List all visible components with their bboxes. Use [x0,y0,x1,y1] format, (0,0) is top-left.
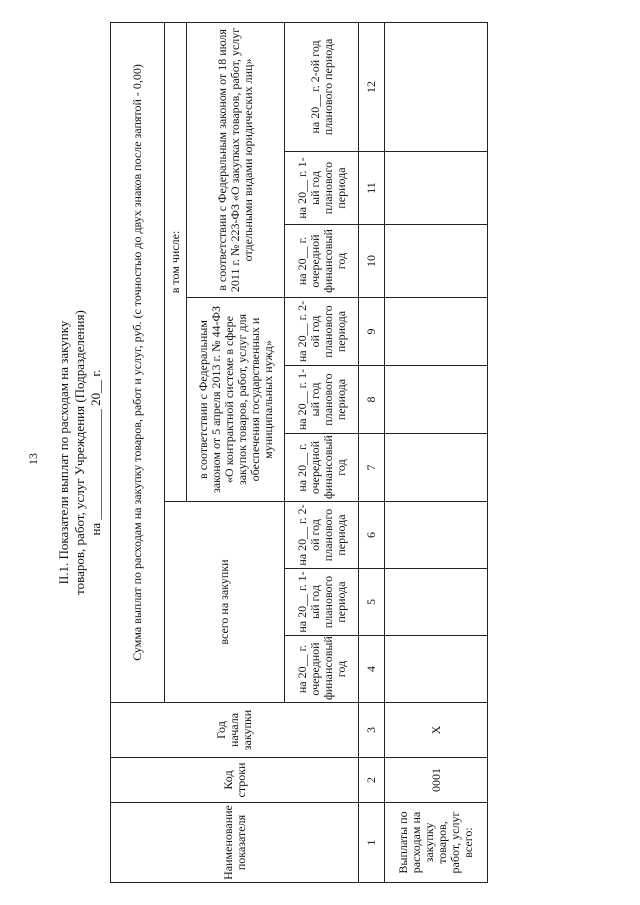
header-period-first-total: на 20__ г. 1-ый год планового периода [285,569,359,636]
cell-col-4 [385,636,488,703]
header-fz44: в соответствии с Федеральным законом от 5 апреля 2013 г. № 44-ФЗ «О контрактной системе в сфере закупок товаров, работ, услуг для обеспечения государственных и муниципальных нужд» [187,298,285,502]
cell-col-8 [385,366,488,434]
column-number-3: 3 [359,703,385,758]
column-number-7: 7 [359,434,385,502]
header-fz223: в соответствии с Федеральным законом от 18 июля 2011 г. № 223-ФЗ «О закупках товаров, работ, услуг отдельными видами юридических лиц» [187,22,285,297]
header-period-first-223: на 20__ г. 1-ый год планового периода [285,152,359,225]
column-number-4: 4 [359,636,385,703]
cell-col-9 [385,298,488,366]
header-sum: Сумма выплат по расходам на закупку товаров, работ и услуг, руб. (с точностью до двух знаков после запятой - 0,00) [111,22,165,702]
cell-col-6 [385,502,488,569]
header-including: в том числе: [165,22,187,501]
column-number-11: 11 [359,152,385,225]
column-number-10: 10 [359,225,385,298]
header-period-second-44: на 20__ г. 2-ой год планового периода [285,298,359,366]
header-start-year: Год начала закупки [111,703,359,758]
header-period-current-44: на 20__ г. очередной финансовый год [285,434,359,502]
column-number-8: 8 [359,366,385,434]
table-row [385,22,488,882]
page-number: 13 [26,453,40,465]
column-number-9: 9 [359,298,385,366]
cell-col-5 [385,569,488,636]
column-number-12: 12 [359,22,385,151]
cell-col-11 [385,152,488,225]
payments-table [110,22,488,883]
cell-col-12 [385,22,488,151]
header-period-current-223: на 20__ г. очередной финансовый год [285,225,359,298]
header-row-code: Код строки [111,758,359,803]
cell-col-7 [385,434,488,502]
header-period-second-223: на 20__ г. 2-ой год планового периода [285,22,359,151]
table-title-line-3: на _________________ 20__ г. [88,369,103,536]
table-title-line-1: II.1. Показатели выплат по расходам на закупку [56,320,71,585]
header-period-current-total: на 20__ г. очередной финансовый год [285,636,359,703]
column-number-6: 6 [359,502,385,569]
column-number-1: 1 [359,803,385,883]
header-period-second-total: на 20__ г. 2-ой год планового периода [285,502,359,569]
header-indicator-name: Наименование показателя [111,803,359,883]
column-number-5: 5 [359,569,385,636]
header-period-first-44: на 20__ г. 1-ый год планового периода [285,366,359,434]
table-title-line-2: товаров, работ, услуг Учреждения (Подразделения) [72,310,87,595]
cell-col-10 [385,225,488,298]
row-start-year: X [385,703,488,758]
header-total: всего на закупки [165,502,285,703]
row-code: 0001 [385,758,488,803]
row-indicator-name: Выплаты по расходам на закупку товаров, работ, услуг всего: [385,803,488,883]
column-number-2: 2 [359,758,385,803]
